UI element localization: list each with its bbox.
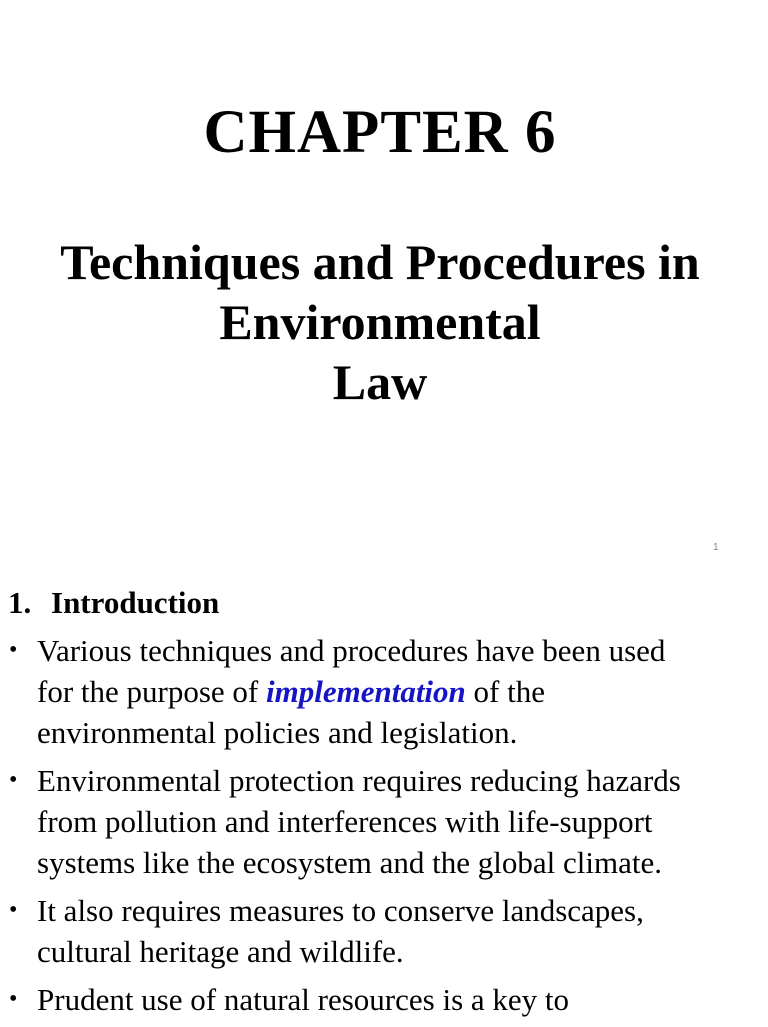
bullet-text: of the xyxy=(465,674,545,709)
bullet-item xyxy=(0,890,768,972)
page-number: 1 xyxy=(713,542,719,553)
bullet-line: from pollution and interferences with life-support xyxy=(37,804,653,839)
bullet-line: Various techniques and procedures have been used xyxy=(37,633,666,668)
bullet-line: cultural heritage and wildlife. xyxy=(37,934,404,969)
bullet-text: for the purpose of xyxy=(37,674,266,709)
bullet-line: It also requires measures to conserve landscapes, xyxy=(37,893,644,928)
bullet-icon: • xyxy=(9,637,18,663)
bullet-line: environmental policies and legislation. xyxy=(37,715,518,750)
bullet-icon: • xyxy=(9,986,18,1012)
bullet-list xyxy=(0,630,768,1027)
section-title: Introduction xyxy=(51,585,220,620)
bullet-line xyxy=(37,671,768,712)
section-heading xyxy=(8,583,219,623)
bullet-item xyxy=(0,630,768,753)
emphasized-term: implementation xyxy=(266,674,466,709)
bullet-icon: • xyxy=(9,767,18,793)
content-slide xyxy=(0,580,768,1024)
chapter-title-line: Techniques and Procedures in xyxy=(60,234,700,290)
bullet-item xyxy=(0,760,768,883)
chapter-title-line: Law xyxy=(332,354,428,410)
bullet-item xyxy=(0,979,768,1020)
section-number: 1. xyxy=(8,585,32,620)
chapter-title-line: Environmental xyxy=(219,294,541,350)
bullet-line: systems like the ecosystem and the global climate. xyxy=(37,845,663,880)
bullet-line: Environmental protection requires reducing hazards xyxy=(37,763,681,798)
chapter-title xyxy=(0,232,760,412)
bullet-icon: • xyxy=(9,897,18,923)
chapter-heading: CHAPTER 6 xyxy=(203,99,557,166)
bullet-line: Prudent use of natural resources is a key to xyxy=(37,982,570,1017)
